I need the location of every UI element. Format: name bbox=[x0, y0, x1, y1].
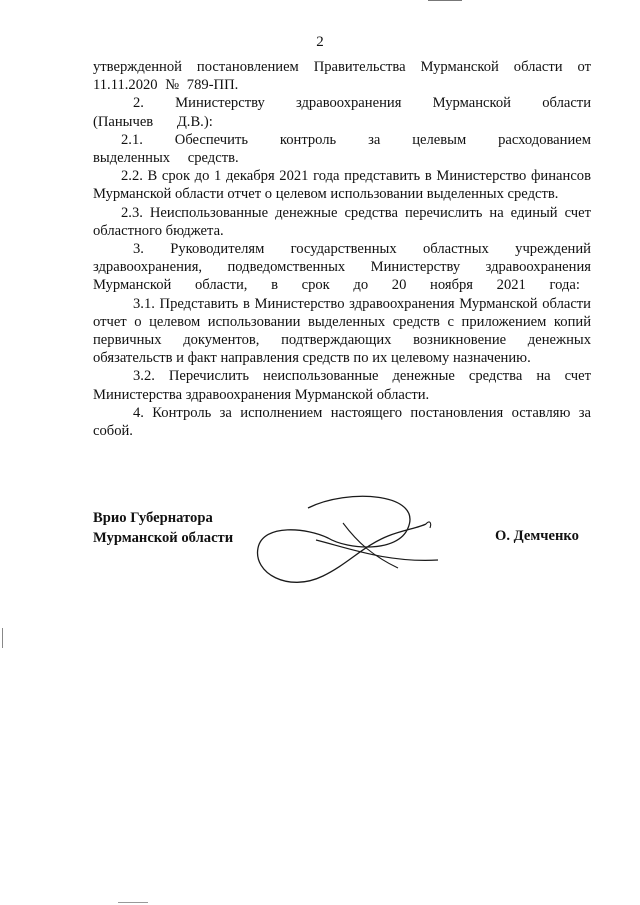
scan-edge-mark bbox=[428, 0, 462, 1]
signatory-title-line: Врио Губернатора bbox=[93, 510, 213, 526]
document-body bbox=[93, 58, 591, 440]
signatory-title bbox=[93, 508, 233, 548]
paragraph-item-2-3: 2.3. Неиспользованные денежные средства перечислить на единый счет областного бюджета. bbox=[93, 204, 591, 239]
handwritten-signature bbox=[248, 488, 448, 598]
paragraph-item-2-1: 2.1. Обеспечить контроль за целевым расходованием выделенных средств. bbox=[93, 131, 591, 167]
scan-edge-mark bbox=[2, 628, 3, 648]
signatory-name: О. Демченко bbox=[495, 528, 579, 544]
page-number: 2 bbox=[316, 34, 324, 50]
scan-edge-mark bbox=[118, 902, 148, 903]
paragraph-item-3: 3. Руководителям государственных областных учреждений здравоохранения, подведомственных Министерству здравоохранения Мурманской области, в срок до 20 ноября 2021 года: bbox=[93, 241, 591, 294]
paragraph-continuation: утвержденной постановлением Правительства Мурманской области от 11.11.2020 № 789-ПП. bbox=[93, 59, 591, 94]
paragraph-item-2-2: 2.2. В срок до 1 декабря 2021 года представить в Министерство финансов Мурманской области отчет о целевом использовании выделенных средств. bbox=[93, 168, 591, 203]
paragraph-item-2: 2. Министерству здравоохранения Мурманской области (Панычев Д.В.): bbox=[93, 95, 591, 130]
paragraph-item-4: 4. Контроль за исполнением настоящего постановления оставляю за собой. bbox=[93, 404, 591, 440]
paragraph-item-3-1: 3.1. Представить в Министерство здравоохранения Мурманской области отчет о целевом использовании выделенных средств с приложением копий первичных документов, подтверждающих возникновение денежных обязательств и факт направления средств по их целевому назначению. bbox=[93, 295, 591, 367]
paragraph-item-3-2: 3.2. Перечислить неиспользованные денежные средства на счет Министерства здравоохранения Мурманской области. bbox=[93, 368, 591, 403]
signatory-title-line: Мурманской области bbox=[93, 530, 234, 546]
